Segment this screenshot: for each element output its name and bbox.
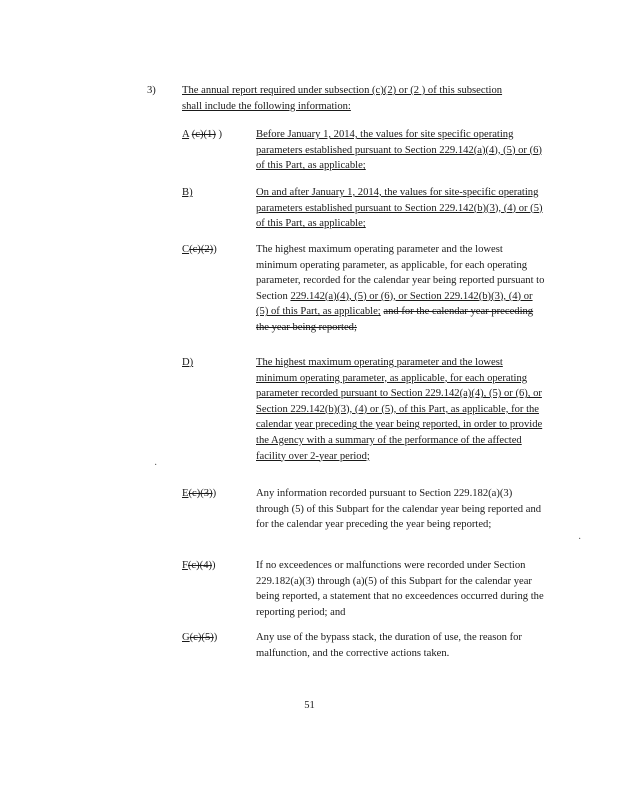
item-c-label-new: C (182, 244, 190, 255)
scan-speck: · (154, 460, 158, 471)
page-number: 51 (304, 700, 315, 711)
item-g-label (182, 630, 252, 646)
item-e-text-plain: Any information recorded pursuant to Section 229.182(a)(3) through (5) of this Subpart for the calendar year being reported and for the calendar year preceding the year being reported; (256, 488, 542, 531)
item-a-label-new: A (182, 129, 190, 140)
scan-speck: · (578, 534, 582, 545)
item-c-text-struck: and for the calendar year preceding the year being reported; (256, 306, 534, 333)
item-e-label-new: E (182, 488, 189, 499)
item-f-label-old: (c)(4) (187, 560, 213, 571)
section-intro-text: The annual report required under subsection (c)(2) or (2 ) of this subsection shall include the following information: (182, 85, 503, 112)
item-b-label (182, 185, 252, 201)
item-c-label-tail: ) (213, 244, 217, 255)
item-b-label-new: B) (182, 187, 193, 198)
item-c-label-old: (c)(2) (189, 244, 214, 255)
item-d-label-new: D) (182, 357, 194, 368)
item-c-label (182, 242, 252, 258)
item-f-label-new: F (182, 560, 188, 571)
item-d-label (182, 355, 252, 371)
item-e-label-tail: ) (212, 488, 217, 499)
item-a-text-underlined: Before January 1, 2014, the values for site specific operating parameters established pursuant to Section 229.142(a)(4), (5) or (6) of this Part, as applicable; (256, 129, 542, 172)
item-f-text (256, 558, 546, 620)
item-g-label-new: G (182, 632, 190, 643)
item-f-label-tail: ) (212, 560, 216, 571)
item-g-text-plain: Any use of the bypass stack, the duration of use, the reason for malfunction, and the corrective actions taken. (256, 632, 522, 659)
item-f-text-plain: If no exceedences or malfunctions were recorded under Section 229.182(a)(3) through (a)(5) of this Subpart for the calendar year being reported, a statement that no exceedences occurred during the reporting period; and (256, 560, 544, 618)
item-g-label-tail: ) (213, 632, 218, 643)
item-d-text (256, 355, 546, 464)
item-e-label (182, 486, 252, 502)
item-e-text (256, 486, 546, 533)
item-a-label-tail: ) (218, 129, 223, 140)
item-g-text (256, 630, 546, 661)
item-e-label-old: (c)(3) (188, 488, 213, 499)
item-b-text-underlined: On and after January 1, 2014, the values for site-specific operating parameters established pursuant to Section 229.142(b)(3), (4) or (5) of this Part, as applicable; (256, 187, 543, 230)
item-b-text (256, 185, 546, 232)
item-a-label (182, 127, 252, 143)
item-f-label (182, 558, 252, 574)
item-c-text (256, 242, 546, 336)
section-number: 3) (147, 85, 156, 96)
item-d-text-underlined: The highest maximum operating parameter and the lowest minimum operating parameter, as applicable, for each operating parameter recorded pursuant to Section 229.142(a)(4), (5) or (6), or Section 229.142(b)(3), (4) or (5), of this Part, as applicable, for the calendar year preceding the year being reported, in order to provide the Agency with a summary of the performance of the affected facility over 2-year period; (256, 357, 543, 462)
item-g-label-old: (c)(5) (189, 632, 214, 643)
item-c-text-underlined: 229.142(a)(4), (5) or (6), or Section 229.142(b)(3), (4) or (5) of this Part, as applicable; (256, 290, 533, 318)
section-intro (182, 83, 512, 114)
item-a-label-old: (c)(1) (191, 129, 216, 140)
item-a-text (256, 127, 546, 174)
item-c-text-plain: The highest maximum operating parameter and the lowest minimum operating parameter, as applicable, for each operating parameter, recorded for the calendar year being reported pursuant to Section (256, 244, 545, 302)
